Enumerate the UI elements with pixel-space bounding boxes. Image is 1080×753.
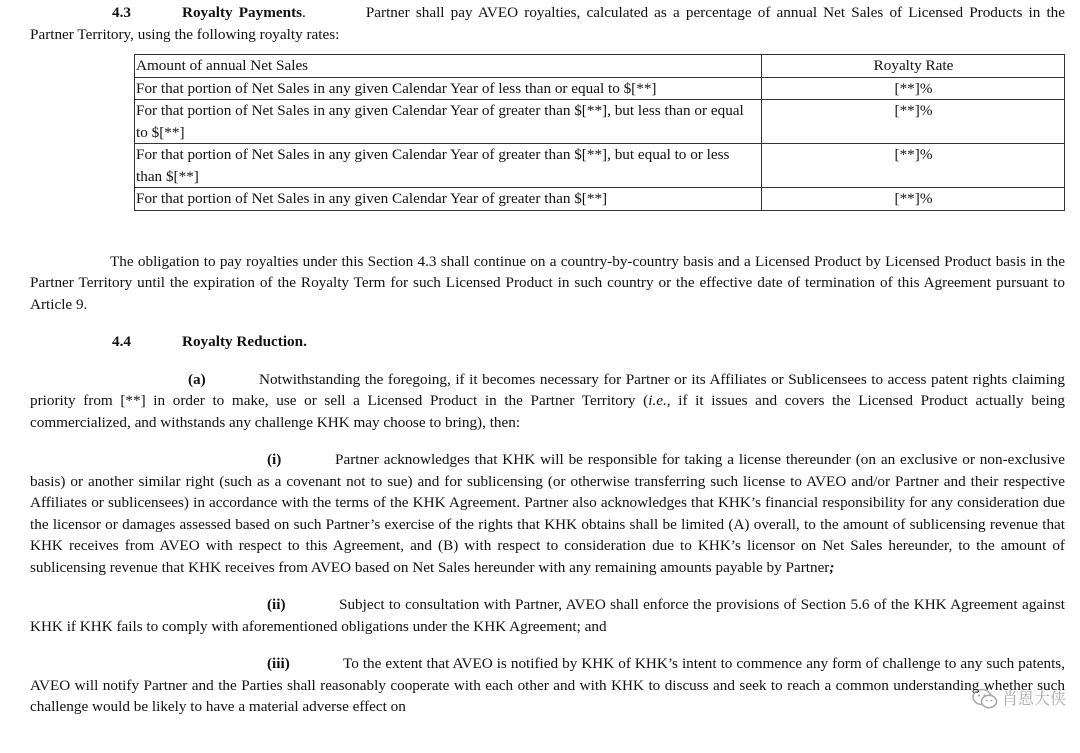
- paragraph-text: To the extent that AVEO is notified by KHK of KHK’s intent to commence any form of challenge to any such patents, AVEO will notify Partner and the Parties shall reasonably cooperate with each other and with KHK to discuss and seek to reach a common understanding whether such challenge would be likely to have a material adverse effect on: [30, 655, 1065, 715]
- table-cell: [**]%: [762, 100, 1065, 144]
- paragraph-i: [30, 449, 1065, 578]
- table-cell: For that portion of Net Sales in any given Calendar Year of greater than $[**], but less than or equal to $[**]: [135, 100, 762, 144]
- section-title: Royalty Payments: [182, 4, 303, 21]
- table-header-row: [135, 55, 1065, 78]
- paragraph-text: Partner acknowledges that KHK will be responsible for taking a license thereunder (on an exclusive or non-exclusive basis) or another similar right (such as a covenant not to sue) and for sublicensing (or otherwise transferring such license to AVEO and/or Partner and their respective Affiliates or sublicensees) in accordance with the terms of the KHK Agreement. Partner also acknowledges that KHK’s financial responsibility for any consideration due the licensor or damages assessed based on such Partner’s exercise of the rights that KHK obtains shall be limited (A) overall, to the amount of sublicensing revenue that KHK receives from AVEO with respect to this Agreement, and (B) with respect to consideration due to KHK’s licensor on Net Sales hereunder, to the amount of sublicensing revenue that KHK receives from AVEO based on Net Sales hereunder with any remaining amounts payable by Partner: [30, 451, 1065, 576]
- paragraph-ii: [30, 594, 1065, 637]
- table-row: [135, 77, 1065, 100]
- section-text: Partner shall pay AVEO royalties, calculated as a percentage of annual Net Sales of Licensed Products in the Partner Territory, using the following royalty rates:: [30, 4, 1065, 43]
- document-page: [30, 0, 1065, 718]
- table-header-cell: Amount of annual Net Sales: [135, 55, 762, 78]
- table-row: [135, 144, 1065, 188]
- paragraph-label: (a): [188, 370, 206, 388]
- paragraph-text: Notwithstanding the foregoing, if it becomes necessary for Partner or its Affiliates or Sublicensees to access patent rights claiming priority from [**] in order to make, use or sell a Licensed Product in the Partner Territory (: [30, 370, 1065, 409]
- table-cell: For that portion of Net Sales in any given Calendar Year of greater than $[**]: [135, 188, 762, 211]
- royalty-table: [134, 54, 1065, 211]
- section-4-3: [30, 2, 1065, 45]
- table-cell: For that portion of Net Sales in any given Calendar Year of less than or equal to $[**]: [135, 77, 762, 100]
- watermark-text: 肖恩大侠: [1001, 689, 1066, 709]
- section-4-4: [30, 331, 1065, 353]
- section-number: 4.4: [112, 333, 131, 350]
- section-title-punct: .: [302, 4, 306, 21]
- paragraph-label: (iii): [267, 655, 290, 672]
- paragraph-text: , if it issues and covers the Licensed Product actually being commercialized, and withstands any challenge KHK may choose to bring), then:: [30, 392, 1065, 431]
- table-header-cell: Royalty Rate: [762, 55, 1065, 78]
- table-cell: [**]%: [762, 144, 1065, 188]
- table-cell: [**]%: [762, 77, 1065, 100]
- table-cell: For that portion of Net Sales in any given Calendar Year of greater than $[**], but equal to or less than $[**]: [135, 144, 762, 188]
- wechat-icon: [972, 688, 998, 710]
- watermark: [972, 688, 1066, 710]
- obligation-paragraph: The obligation to pay royalties under this Section 4.3 shall continue on a country-by-country basis and a Licensed Product by Licensed Product basis in the Partner Territory until the expiration of the Royalty Term for such Licensed Product in such country or the effective date of termination of this Agreement pursuant to Article 9.: [30, 252, 1065, 313]
- table-row: [135, 188, 1065, 211]
- paragraph-end-mark: ;: [829, 558, 835, 576]
- paragraph-iii: [30, 653, 1065, 718]
- section-title: Royalty Reduction.: [182, 333, 307, 350]
- section-number: 4.3: [112, 4, 131, 21]
- paragraph-label: (ii): [267, 596, 286, 613]
- paragraph-label: (i): [267, 451, 282, 468]
- table-row: [135, 100, 1065, 144]
- table-cell: [**]%: [762, 188, 1065, 211]
- paragraph-ie: i.e.: [648, 392, 667, 409]
- paragraph-a: [30, 369, 1065, 434]
- paragraph-text: Subject to consultation with Partner, AVEO shall enforce the provisions of Section 5.6 of the KHK Agreement against KHK if KHK fails to comply with aforementioned obligations under the KHK Agreement; and: [30, 596, 1065, 635]
